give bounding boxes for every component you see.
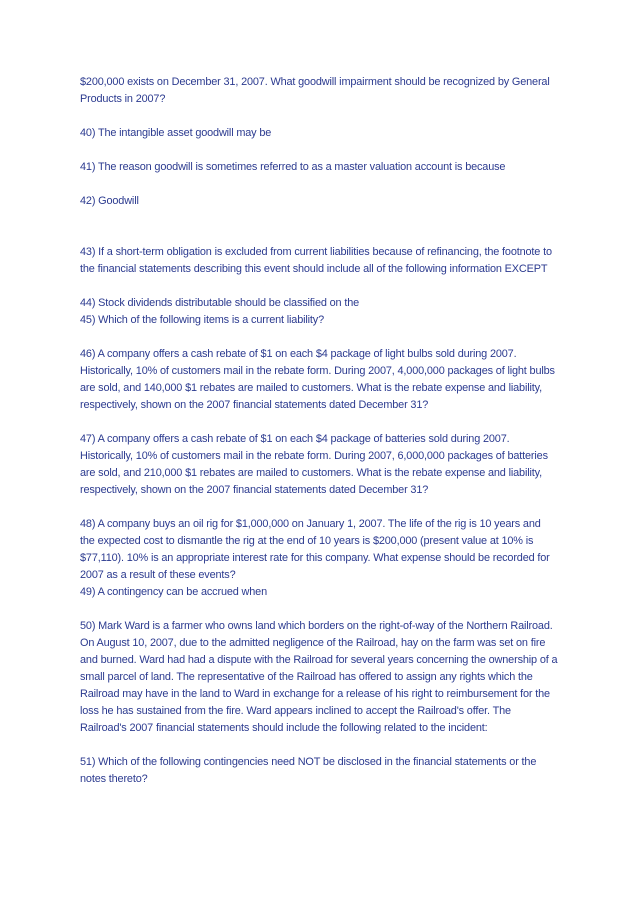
question-48: 48) A company buys an oil rig for $1,000,000 on January 1, 2007. The life of the rig is 10 years and the expected cost to dismantle the rig at the end of 10 years is $200,000 (present value at 10% is $77,110). 10% is an appropriate interest rate for this company. What expense should be recorded for 2007 as a result of these events?: [80, 518, 550, 581]
question-42: 42) Goodwill: [80, 195, 139, 207]
question-46: 46) A company offers a cash rebate of $1 on each $4 package of light bulbs sold during 2007. Historically, 10% of customers mail in the rebate form. During 2007, 4,000,000 packages of light bulbs are sold, and 140,000 $1 rebates are mailed to customers. What is the rebate expense and liability, respectively, shown on the 2007 financial statements dated December 31?: [80, 348, 555, 411]
question-43: 43) If a short-term obligation is excluded from current liabilities because of refinancing, the footnote to the financial statements describing this event should include all of the following information EXCEPT: [80, 246, 552, 275]
question-47: 47) A company offers a cash rebate of $1 on each $4 package of batteries sold during 2007. Historically, 10% of customers mail in the rebate form. During 2007, 6,000,000 packages of batteries are sold, and 210,000 $1 rebates are mailed to customers. What is the rebate expense and liability, respectively, shown on the 2007 financial statements dated December 31?: [80, 433, 548, 496]
question-49: 49) A contingency can be accrued when: [80, 586, 267, 598]
question-list: [80, 74, 558, 788]
question-45: 45) Which of the following items is a current liability?: [80, 314, 325, 326]
question-40: 40) The intangible asset goodwill may be: [80, 127, 272, 139]
question-41: 41) The reason goodwill is sometimes referred to as a master valuation account is because: [80, 161, 506, 173]
paragraph-goodwill-impairment: $200,000 exists on December 31, 2007. What goodwill impairment should be recognized by General Products in 2007?: [80, 76, 550, 105]
question-44: 44) Stock dividends distributable should be classified on the: [80, 297, 360, 309]
question-51: 51) Which of the following contingencies need NOT be disclosed in the financial statements or the notes thereto?: [80, 756, 537, 785]
question-50: 50) Mark Ward is a farmer who owns land which borders on the right-of-way of the Northern Railroad. On August 10, 2007, due to the admitted negligence of the Railroad, hay on the farm was set on fire and burned. Ward had had a dispute with the Railroad for several years concerning the ownership of a small parcel of land. The representative of the Railroad has offered to assign any rights which the Railroad may have in the land to Ward in exchange for a release of his right to reimbursement for the loss he has sustained from the fire. Ward appears inclined to accept the Railroad's offer. The Railroad's 2007 financial statements should include the following related to the incident:: [80, 620, 558, 734]
